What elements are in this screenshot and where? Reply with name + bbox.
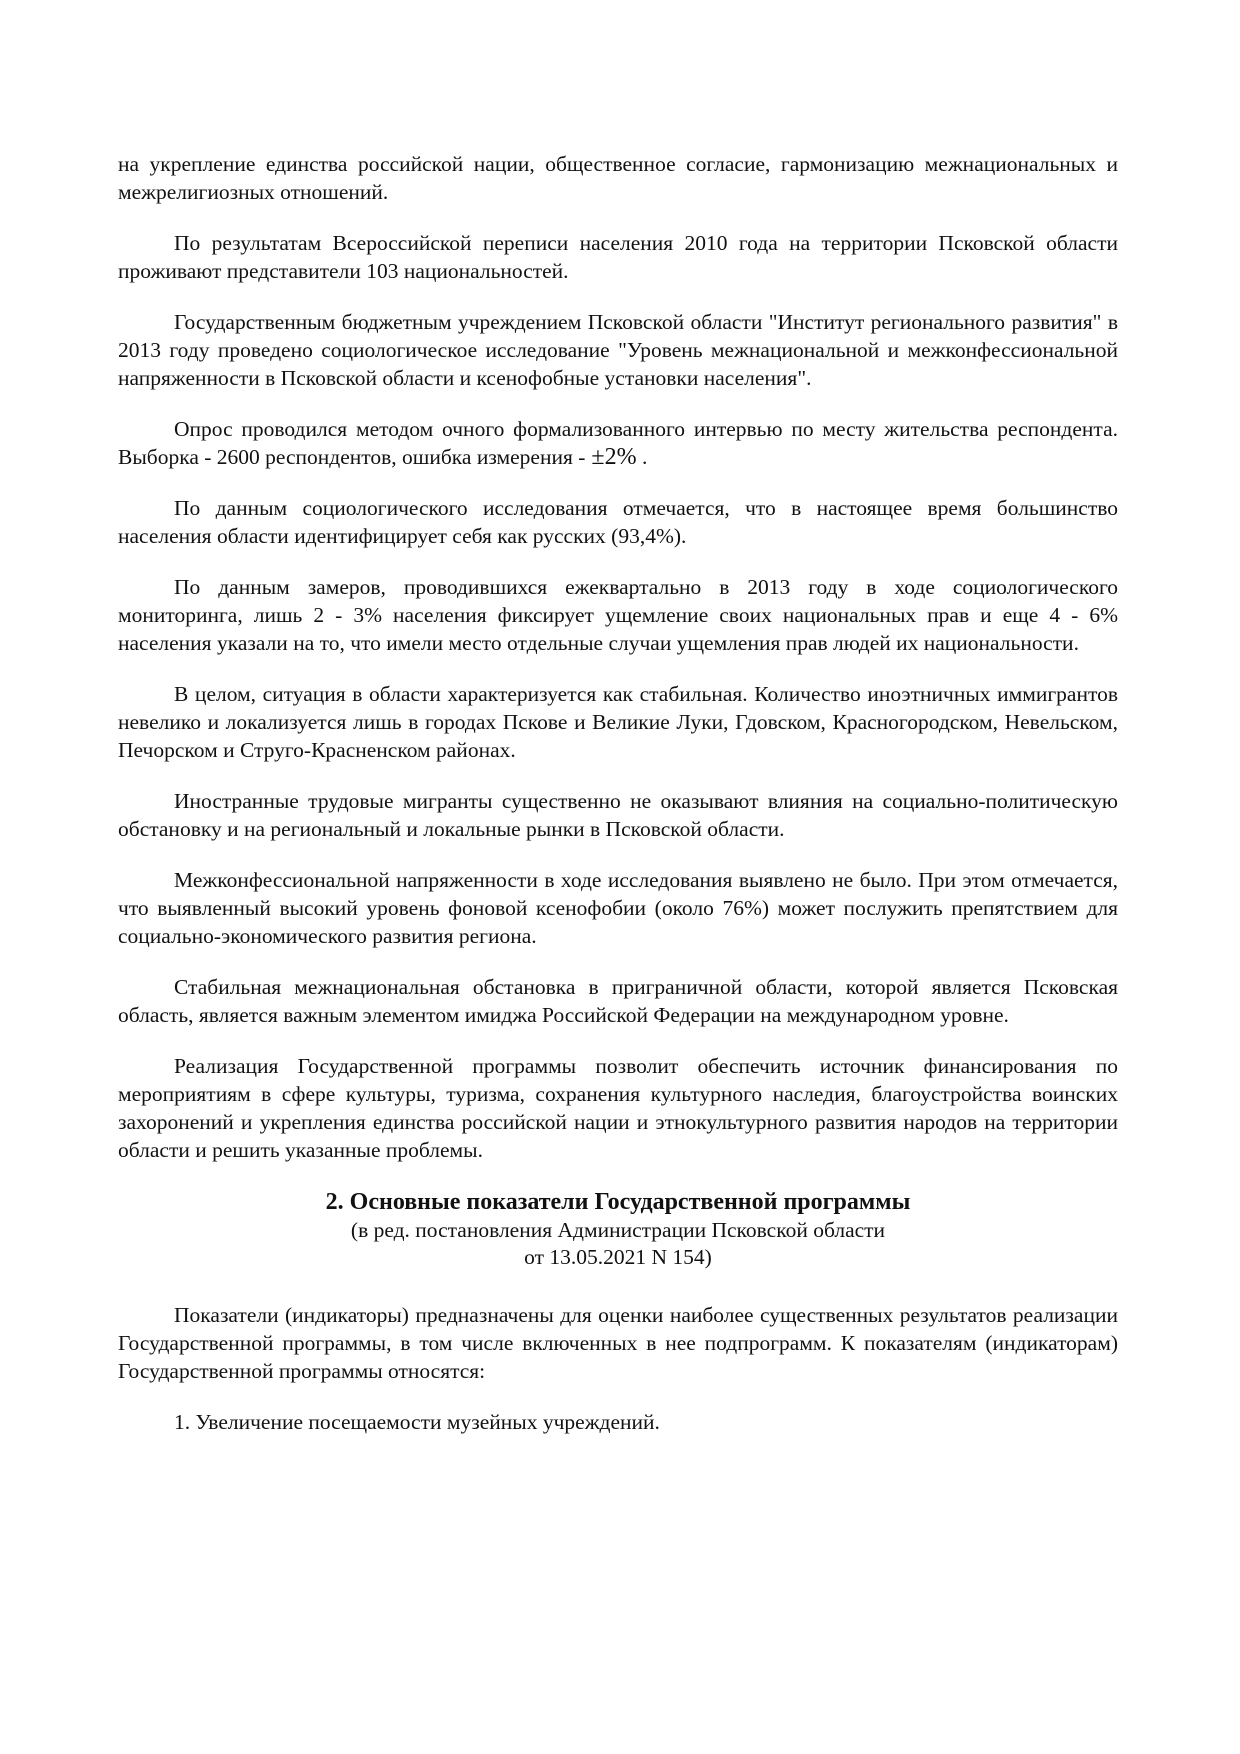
document-page: [118, 150, 1118, 1459]
paragraph-migrants: Иностранные трудовые мигранты существенно не оказывают влияния на социально-политическую обстановку и на региональный и локальные рынки в Псковской области.: [118, 789, 1118, 841]
paragraph-survey-method: [118, 415, 1118, 471]
survey-method-text: Опрос проводился методом очного формализованного интервью по месту жительства респондента. Выборка - 2600 респондентов, ошибка измерения -: [118, 417, 1118, 469]
paragraph-census: По результатам Всероссийской переписи населения 2010 года на территории Псковской области проживают представители 103 национальностей.: [118, 231, 1118, 283]
survey-method-end: .: [636, 445, 648, 469]
paragraph-border-region: Стабильная межнациональная обстановка в приграничной области, которой является Псковская область, является важным элементом имиджа Российской Федерации на международном уровне.: [118, 975, 1118, 1027]
spacer: [118, 1271, 1118, 1301]
section-heading: [118, 1187, 1118, 1271]
paragraph-continuation: на укрепление единства российской нации, общественное согласие, гармонизацию межнациональных и межрелигиозных отношений.: [118, 152, 1118, 204]
paragraph-indicators: Показатели (индикаторы) предназначены для оценки наиболее существенных результатов реализации Государственной программы, в том числе включенных в нее подпрограмм. К показателям (индикаторам) Государственной программы относятся:: [118, 1303, 1118, 1383]
paragraph-implementation: Реализация Государственной программы позволит обеспечить источник финансирования по мероприятиям в сфере культуры, туризма, сохранения культурного наследия, благоустройства воинских захоронений и укрепления единства российской нации и этнокультурного развития народов на территории области и решить указанные проблемы.: [118, 1054, 1118, 1162]
section-amendment-line2: от 13.05.2021 N 154): [524, 1245, 712, 1269]
paragraph-monitoring: По данным замеров, проводившихся ежеквартально в 2013 году в ходе социологического мониторинга, лишь 2 - 3% населения фиксирует ущемление своих национальных прав и еще 4 - 6% населения указали на то, что имели место отдельные случаи ущемления прав людей их национальности.: [118, 575, 1118, 655]
section-amendment-line1: (в ред. постановления Администрации Псковской области: [350, 1218, 886, 1242]
list-item-indicator-1: 1. Увеличение посещаемости музейных учреждений.: [174, 1410, 660, 1434]
paragraph-situation: В целом, ситуация в области характеризуется как стабильная. Количество иноэтничных иммигрантов невелико и локализуется лишь в городах Пскове и Великие Луки, Гдовском, Красногородском, Невельском, Печорском и Струго-Красненском районах.: [118, 682, 1118, 762]
paragraph-identity: По данным социологического исследования отмечается, что в настоящее время большинство населения области идентифицирует себя как русских (93,4%).: [118, 496, 1118, 548]
error-margin: ±2%: [591, 444, 637, 470]
section-title: 2. Основные показатели Государственной программы: [325, 1189, 911, 1215]
paragraph-interfaith: Межконфессиональной напряженности в ходе исследования выявлено не было. При этом отмечается, что выявленный высокий уровень фоновой ксенофобии (около 76%) может послужить препятствием для социально-экономического развития региона.: [118, 868, 1118, 948]
paragraph-study: Государственным бюджетным учреждением Псковской области "Институт регионального развития" в 2013 году проведено социологическое исследование "Уровень межнациональной и межконфессиональной напряженности в Псковской области и ксенофобные установки населения".: [118, 310, 1118, 390]
